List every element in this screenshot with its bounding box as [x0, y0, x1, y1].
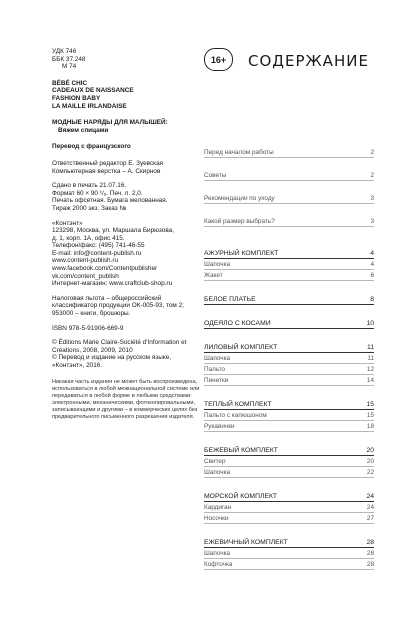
toc-section-row-page: 8: [370, 296, 374, 303]
toc-item-row-label: Носочки: [204, 515, 229, 522]
toc-item-row-page: 24: [366, 504, 374, 511]
tax-note: классификатор продукции ОК-005-93, том 2;: [52, 302, 184, 310]
contents-title: СОДЕРЖАНИЕ: [248, 52, 369, 70]
toc-intro-row: [204, 166, 374, 181]
toc-section-row-page: 10: [366, 320, 374, 327]
toc-intro-row-label: Какой размер выбрать?: [204, 218, 275, 225]
toc-item-row-label: Свитер: [204, 458, 226, 465]
publisher-name: «Контэнт»: [52, 219, 83, 227]
layout-credit: Компьютерная верстка – А. Скирнов: [52, 167, 161, 175]
book-subtitle: Вяжем спицами: [58, 126, 109, 134]
toc-item-row: [204, 456, 374, 467]
rights-line: записывающими и другими – в коммерческих целях без: [52, 406, 198, 413]
toc-section-row: [204, 244, 374, 259]
toc-item-row-page: 28: [366, 550, 374, 557]
toc-section-row-label: ЕЖЕВИЧНЫЙ КОМПЛЕКТ: [204, 539, 288, 546]
toc-item-row-label: Пинетки: [204, 377, 229, 384]
table-of-contents: [204, 143, 374, 570]
toc-item-row: [204, 410, 374, 421]
editor-credit: Ответственный редактор Е. Зуевская: [52, 159, 164, 167]
copyright: © Перевод и издание на русском языке,: [52, 354, 172, 362]
toc-item-row: [204, 259, 374, 270]
toc-section-row-page: 4: [370, 250, 374, 257]
rights-line: использоваться в любой межнациональной системе или: [52, 385, 200, 392]
toc-item-row-page: 11: [367, 355, 374, 362]
toc-item-row: [204, 375, 374, 386]
toc-section-row: [204, 487, 374, 502]
original-title: CADEAUX DE NAISSANCE: [52, 87, 134, 95]
toc-section-row-page: 24: [366, 493, 374, 500]
toc-item-row-page: 22: [366, 469, 374, 476]
toc-item-row-label: Шапочка: [204, 550, 231, 557]
age-rating-badge: 16+: [204, 48, 233, 71]
tax-note: 953000 – книги, брошюры.: [52, 310, 131, 318]
bbk-code: ББК 37.248: [52, 55, 86, 63]
rights-line: предварительного письменного разрешения издателя.: [52, 413, 195, 420]
translation-note: Перевод с французского: [52, 143, 131, 151]
toc-item-row-label: Пальто: [204, 366, 226, 373]
print-type: Печать офсетная. Бумага мелованная.: [52, 197, 168, 205]
toc-item-row-page: 14: [366, 377, 374, 384]
toc-section-row-label: МОРСКОЙ КОМПЛЕКТ: [204, 493, 278, 500]
toc-item-row-page: 12: [366, 366, 374, 373]
toc-item-row: [204, 270, 374, 281]
toc-item-row-label: Шапочка: [204, 261, 231, 268]
toc-section-row: [204, 533, 374, 548]
toc-section-row: [204, 441, 374, 456]
copyright: © Éditions Marie Claire-Société d'Information et: [52, 339, 187, 347]
toc-item-row-page: 15: [366, 412, 374, 419]
author-code: М 74: [62, 63, 77, 71]
toc-section-row-label: АЖУРНЫЙ КОМПЛЕКТ: [204, 250, 279, 257]
toc-intro-row-label: Советы: [204, 172, 227, 179]
toc-item-row-label: Кардиган: [204, 504, 232, 511]
toc-section-row-label: БЕЛОЕ ПЛАТЬЕ: [204, 296, 256, 303]
publisher-phone: Телефон/факс: (495) 741-46-55: [52, 242, 145, 250]
rights-line: Никакая часть издания не может быть воспроизведена,: [52, 378, 198, 385]
toc-item-row: [204, 364, 374, 375]
toc-item-row: [204, 559, 374, 570]
toc-item-row: [204, 467, 374, 478]
toc-section-row-label: ОДЕЯЛО С КОСАМИ: [204, 320, 271, 327]
toc-section-row: [204, 314, 374, 329]
toc-item-row: [204, 548, 374, 559]
toc-section-row-page: 20: [366, 447, 374, 454]
toc-item-row-label: Шапочка: [204, 355, 231, 362]
circulation: Тираж 2000 экз. Заказ №: [52, 204, 127, 212]
toc-item-row: [204, 353, 374, 364]
toc-intro-row-page: 3: [370, 218, 374, 225]
toc-section-row-label: БЕЖЕВЫЙ КОМПЛЕКТ: [204, 447, 278, 454]
toc-intro-row: [204, 143, 374, 158]
isbn: ISBN 978-5-91906-669-9: [52, 324, 124, 332]
publisher-address: д. 1, корп. 1А, офис 415.: [52, 234, 125, 242]
rights-line: электронными, механическими, фотокопировальными,: [52, 399, 196, 406]
toc-section-row-label: ЛИЛОВЫЙ КОМПЛЕКТ: [204, 344, 278, 351]
toc-intro-row-page: 2: [370, 172, 374, 179]
toc-section-row: [204, 395, 374, 410]
original-title: FASHION BABY: [52, 94, 101, 102]
toc-intro-row-page: 2: [370, 149, 374, 156]
toc-intro-row-page: 3: [370, 195, 374, 202]
toc-intro-row: [204, 212, 374, 227]
original-title: LA MAILLE IRLANDAISE: [52, 102, 127, 110]
toc-item-row-label: Рукавички: [204, 423, 235, 430]
book-title: МОДНЫЕ НАРЯДЫ ДЛЯ МАЛЫШЕЙ:: [52, 119, 168, 127]
print-date: Сдано в печать 21.07.16.: [52, 182, 127, 190]
toc-section-row-label: ТЕПЛЫЙ КОМПЛЕКТ: [204, 401, 272, 408]
toc-item-row-page: 4: [370, 261, 374, 268]
toc-item-row: [204, 502, 374, 513]
toc-item-row: [204, 421, 374, 432]
original-title: BÉBÉ CHIC: [52, 79, 88, 87]
publisher-site: www.content-publish.ru: [52, 257, 119, 265]
print-format: Формат 60 × 90 ¹/₈. Печ. л. 2,0.: [52, 189, 143, 197]
publisher-vk: vk.com/content_publish: [52, 272, 119, 280]
publisher-shop: Интернет-магазин: www.craftclub-shop.ru: [52, 280, 173, 288]
toc-item-row-page: 18: [366, 423, 374, 430]
toc-section-row: [204, 338, 374, 353]
toc-item-row-label: Шапочка: [204, 469, 231, 476]
udk-code: УДК 746: [52, 48, 77, 55]
toc-item-row-label: Жакет: [204, 272, 223, 279]
toc-item-row-page: 6: [370, 272, 374, 279]
toc-section-row: [204, 290, 374, 305]
toc-item-row-label: Кофточка: [204, 561, 233, 568]
toc-item-row-page: 20: [366, 458, 374, 465]
toc-section-row-page: 11: [366, 344, 374, 351]
copyright: Créations, 2008, 2009, 2010: [52, 346, 133, 354]
rights-line: передаваться в любой форме и любыми средствами:: [52, 392, 192, 399]
toc-item-row-page: 28: [366, 561, 374, 568]
toc-intro-row-label: Перед началом работы: [204, 149, 274, 156]
publisher-address: 123298, Москва, ул. Маршала Бирюзова,: [52, 227, 174, 235]
toc-section-row-page: 28: [366, 539, 374, 546]
toc-item-row-label: Пальто с капюшоном: [204, 412, 267, 419]
publisher-facebook: www.facebook.com/Contentpublisher: [52, 265, 158, 273]
toc-intro-row-label: Рекомендации по уходу: [204, 195, 275, 202]
toc-section-row-page: 15: [366, 401, 374, 408]
toc-intro-row: [204, 189, 374, 204]
copyright: «Контэнт», 2016.: [52, 362, 103, 369]
toc-item-row: [204, 513, 374, 524]
tax-note: Налоговая льгота – общероссийский: [52, 294, 162, 302]
publisher-email: E-mail: info@content-publish.ru: [52, 249, 142, 257]
toc-item-row-page: 27: [366, 515, 374, 522]
